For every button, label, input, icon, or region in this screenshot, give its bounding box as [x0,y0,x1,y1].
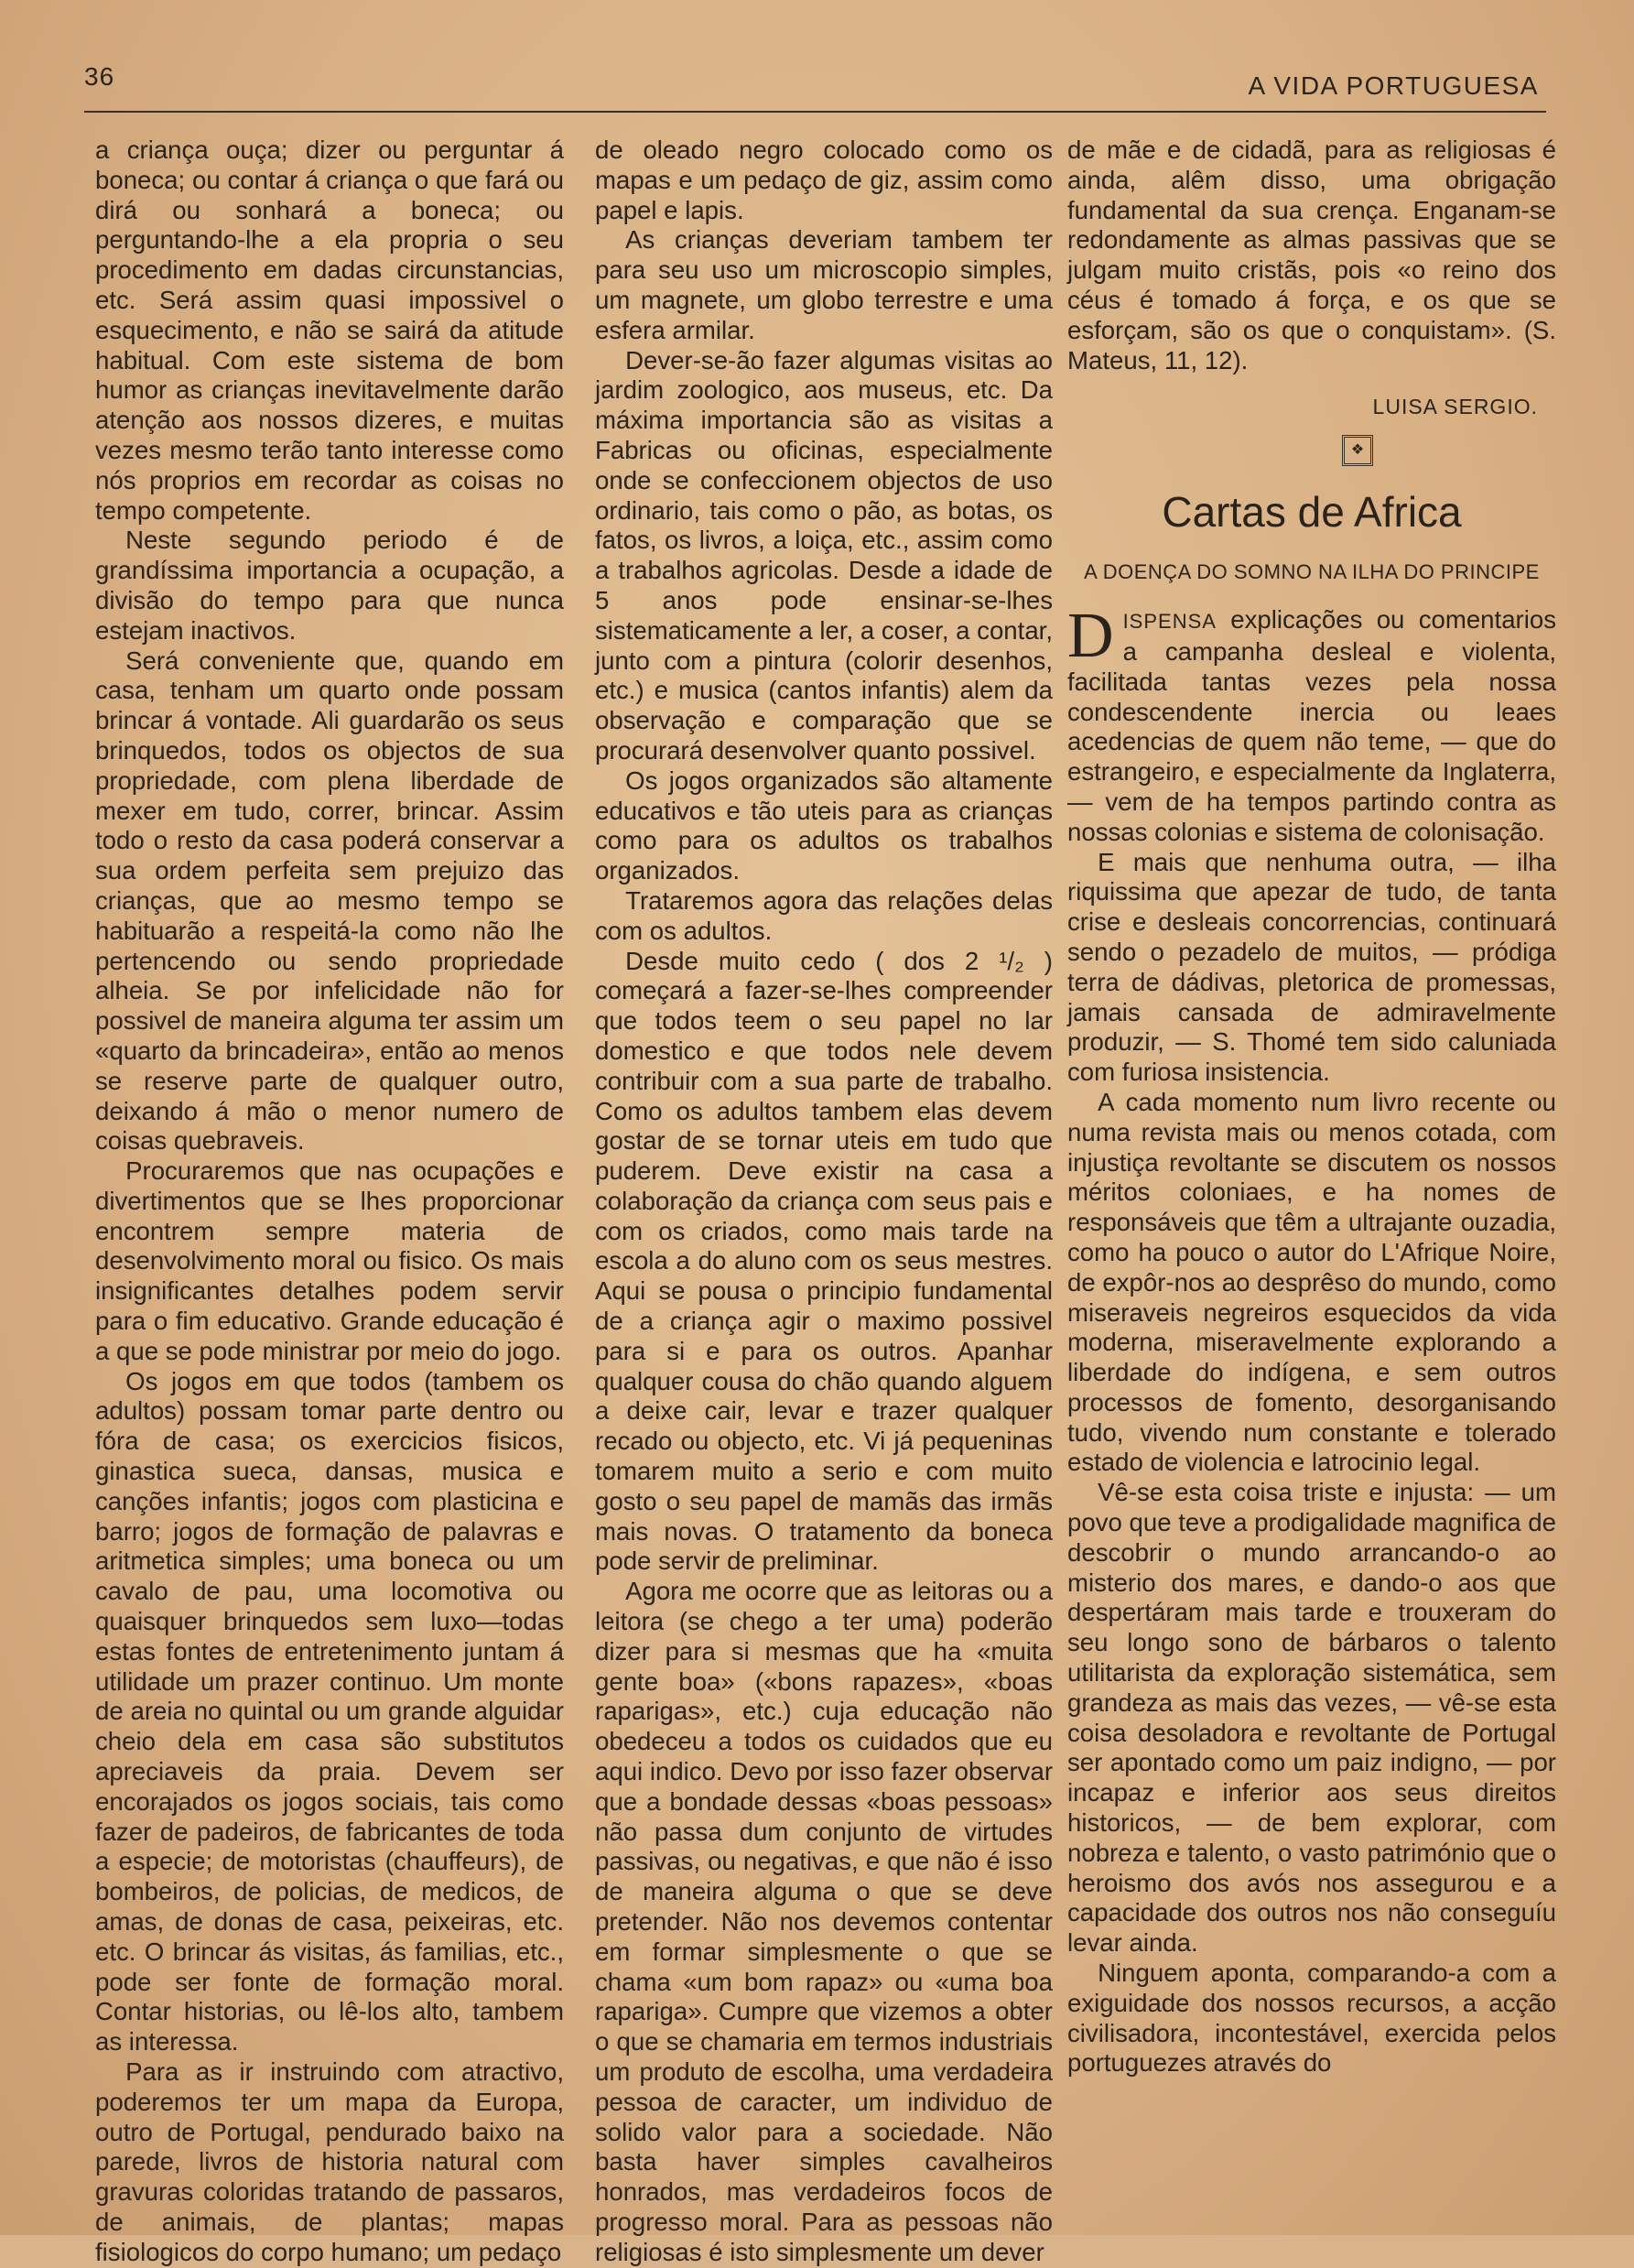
paragraph: Procuraremos que nas ocupações e divertimentos que se lhes proporcionar encontrem sempre materia de desenvolvimento moral ou fisico. Os mais insignificantes detalhes podem servir para o fim educativo. Grande educação é a que se pode ministrar por meio do jogo. [95,1156,564,1365]
text-column-3 [1067,136,1556,2078]
article-body [1067,848,1556,2079]
paragraph: Trataremos agora das relações delas com os adultos. [595,885,1053,945]
text-column-1 [95,136,564,2268]
first-word: ISPENSA [1122,610,1217,634]
paragraph: Os jogos organizados são altamente educativos e tão uteis para as crianças como para os adultos os trabalhos organizados. [595,765,1053,885]
article-first-paragraph [1067,601,1556,847]
previous-article-ending: de mãe e de cidadã, para as religiosas é ainda, alêm disso, uma obrigação fundamental da sua crença. Enganam-se redondamente as almas passivas que se julgam muito cristãs, pois «o reino dos céus é tomado á força, e os que se esforçam, são os que o conquistam». (S. Mateus, 11, 12). [1067,136,1556,374]
paragraph: Os jogos em que todos (tambem os adultos) possam tomar parte dentro ou fóra de casa; os exercicios fisicos, ginastica sueca, dansas, musica e canções infantis; jogos com plasticina e barro; jogos de formação de palavras e aritmetica simples; uma boneca ou um cavalo de pau, uma locomotiva ou quaisquer brinquedos sem luxo—todas estas fontes de entretenimento juntam á utilidade um prazer continuo. Um monte de areia no quintal ou um grande alguidar cheio dela em casa são substitutos apreciaveis da praia. Devem ser encorajados os jogos sociais, tais como fazer de padeiros, de fabricantes de toda a especie; de motoristas (chauffeurs), de bombeiros, de policias, de medicos, de amas, de donas de casa, peixeiras, etc. etc. O brincar ás visitas, ás familias, etc., pode ser fonte de formação moral. Contar historias, ou lê-los alto, tambem as interessa. [95,1366,564,2056]
paragraph: Desde muito cedo ( dos 2 ¹/₂ ) começará a fazer-se-lhes compreender que todos teem o seu papel no lar domestico e que todos nele devem contribuir com a sua parte de trabalho. Como os adultos tambem elas devem gostar de se tornar uteis em tudo que puderem. Deve existir na casa a colaboração da criança com seus pais e com os criados, como mais tarde na escola a do aluno com os seus mestres. Aqui se pousa o principio fundamental de a criança agir o maximo possivel para si e para os outros. Apanhar qualquer cousa do chão quando alguem a deixe cair, levar e trazer qualquer recado ou objecto, etc. Vi já pequeninas tomarem muito a serio e com muito gosto o seu papel de mamãs das irmãs mais novas. O tratamento da boneca pode servir de preliminar. [595,946,1053,1576]
author-signature: LUISA SERGIO. [1372,395,1538,419]
article-title: Cartas de Africa [1162,488,1462,537]
article-subtitle: A DOENÇA DO SOMNO NA ILHA DO PRINCIPE [1084,560,1540,584]
paragraph: Para as ir instruindo com atractivo, poderemos ter um mapa da Europa, outro de Portugal, pendurado baixo na parede, livros de historia natural com gravuras coloridas tratando de passaros, de animais, de plantas; mapas fisiologicos do corpo humano; um pedaço [95,2057,564,2266]
paragraph: As crianças deveriam tambem ter para seu uso um microscopio simples, um magnete, um globo terrestre e uma esfera armilar. [595,225,1053,344]
header-rule [84,111,1546,113]
paragraph: Dever-se-ão fazer algumas visitas ao jardim zoologico, aos museus, etc. Da máxima importancia são as visitas a Fabricas ou oficinas, especialmente onde se confeccionem objectos de uso ordinario, tais como o pão, as botas, os fatos, os livros, a loiça, etc., assim como a trabalhos agricolas. Desde a idade de 5 anos pode ensinar-se-lhes sistematicamente a ler, a coser, a contar, junto com a pintura (colorir desenhos, etc.) e musica (cantos infantis) alem da observação e comparação que se procurará desenvolver quanto possivel. [595,345,1054,765]
paragraph: Agora me ocorre que as leitoras ou a leitora (se chego a ter uma) poderão dizer para si mesmas que ha «muita gente boa» («bons rapazes», «boas raparigas», etc.) cuja educação não obedeceu a todos os cuidados que eu aqui indico. Devo por isso fazer observar que a bondade dessas «boas pessoas» não passa dum conjunto de virtudes passivas, ou negativas, e que não é isso de maneira alguma o que se deve pretender. Não nos devemos contentar em formar simplesmente o que se chama «um bom rapaz» ou «uma boa rapariga». Cumpre que vizemos a obter o que se chamaria em termos industriais um produto de escolha, uma verdadeira pessoa de caracter, um individuo de solido valor para a sociedade. Não basta haver simples cavalheiros honrados, mas verdadeiros focos de progresso moral. Para as pessoas não religiosas é isto simplesmente um dever [595,1577,1054,2266]
page-number: 36 [84,62,115,91]
paragraph: Vê-se esta coisa triste e injusta: — um povo que teve a prodigalidade magnifica de descobrir o mundo arrancando-o ao misterio dos mares, e dando-o aos que despertáram mais tarde e trouxeram do seu longo sono de bárbaros o talento utilitarista da exploração sistemática, sem grandeza as mais das vezes, — vê-se esta coisa desoladora e revoltante de Portugal ser apontado como um paiz indigno, — por incapaz e inferior aos seus direitos historicos, — de bem explorar, com nobreza e talento, o vasto património que o heroismo dos avós nos assegurou e a capacidade dos outros nos não conseguíu levar ainda. [1067,1478,1556,1958]
ornament-icon: ❖ [1342,435,1373,466]
paragraph: E mais que nenhuma outra, — ilha riquissima que apezar de tudo, de tanta crise e desleais concorrencias, continuará sendo o pezadelo de muitos, — pródiga terra de dádivas, pletorica de promessas, jamais cansada de admiravelmente produzir, — S. Thomé tem sido caluniada com furiosa insistencia. [1067,847,1556,1087]
paragraph: A cada momento num livro recente ou numa revista mais ou menos cotada, com injustiça revoltante se discutem os nossos méritos coloniaes, e ha nomes de responsáveis que têm a ultrajante ouzadia, como ha pouco o autor do L'Afrique Noire, de expôr-nos ao desprêso do mundo, como miseraveis negreiros esquecidos da vida moderna, miseravelmente explorando a liberdade do indígena, e sem outros processos de fomento, desorganisando tudo, vivendo num constante e tolerado estado de violencia e latrocinio legal. [1067,1087,1556,1477]
first-paragraph-text: explicações ou comentarios a campanha desleal e violenta, facilitada tantas vezes pela nossa condescendente inercia ou leaes acedencias de quem não teme, — que do estrangeiro, e especialmente da Inglaterra, — vem de ha tempos partindo contra as nossas colonias e sistema de colonisação. [1067,605,1556,846]
paragraph: Ninguem aponta, comparando-a com a exiguidade dos nossos recursos, a acção civilisadora, incontestável, exercida pelos portuguezes através do [1067,1959,1556,2078]
paragraph: Será conveniente que, quando em casa, tenham um quarto onde possam brincar á vontade. Ali guardarão os seus brinquedos, todos os objectos de sua propriedade, com plena liberdade de mexer em tudo, correr, brincar. Assim todo o resto da casa poderá conservar a sua ordem perfeita sem prejuizo das crianças, que ao mesmo tempo se habituarão a respeitá-la como não lhe pertencendo ou sendo propriedade alheia. Se por infelicidade não for possivel de maneira alguma ter assim um «quarto da brincadeira», então ao menos se reserve parte de qualquer outro, deixando á mão o menor numero de coisas quebraveis. [95,646,564,1156]
text-column-2 [595,136,1053,2268]
drop-cap: D [1067,601,1114,672]
paragraph: Neste segundo periodo é de grandíssima importancia a ocupação, a divisão do tempo para que nunca estejam inactivos. [95,526,564,645]
paragraph: de oleado negro colocado como os mapas e um pedaço de giz, assim como papel e lapis. [595,136,1053,224]
running-head: A VIDA PORTUGUESA [1248,71,1539,100]
paragraph: a criança ouça; dizer ou perguntar á boneca; ou contar á criança o que fará ou dirá ou sonhará a boneca; ou perguntando-lhe a ela propria o seu procedimento em dadas circunstancias, etc. Será assim quasi impossivel o esquecimento, e não se sairá da atitude habitual. Com este sistema de bom humor as crianças inevitavelmente darão atenção aos nossos dizeres, e muitas vezes mesmo terão tanto interesse como nós proprios em recordar as coisas no tempo competente. [95,136,564,525]
